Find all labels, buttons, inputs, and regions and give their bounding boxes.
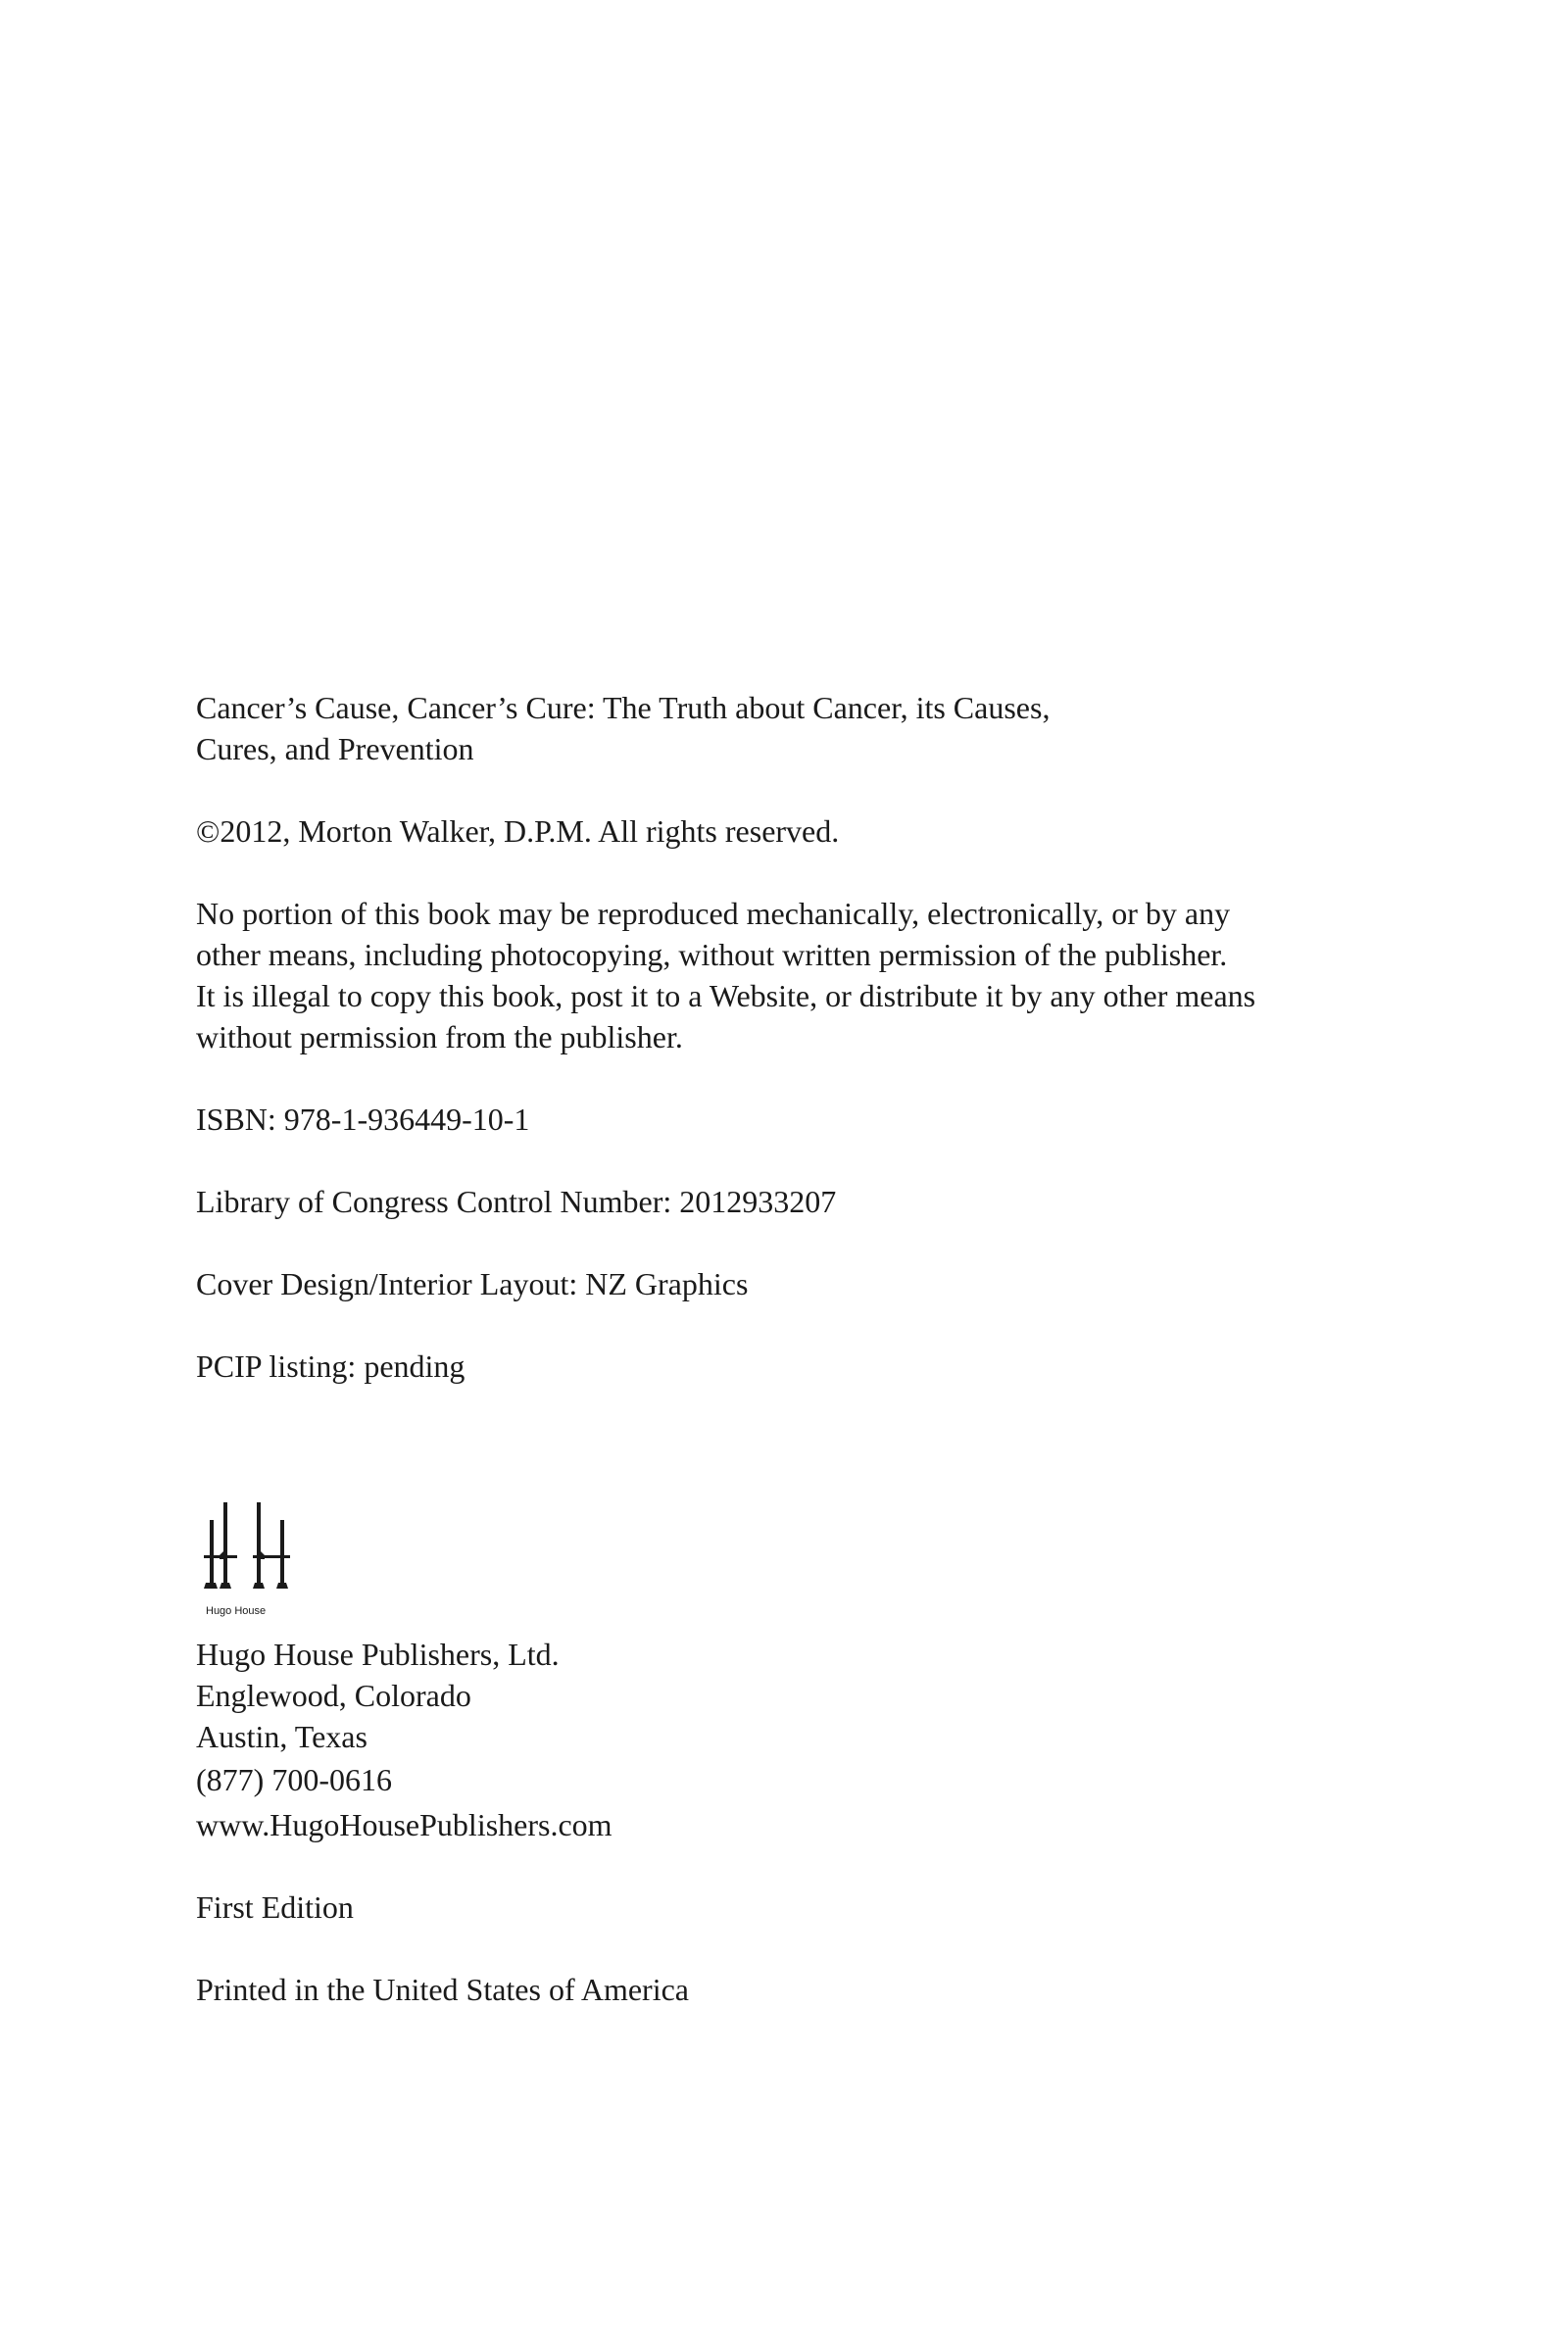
copyright-notice bbox=[196, 810, 1411, 852]
publisher-name: Hugo House Publishers, Ltd. bbox=[196, 1637, 560, 1672]
rights-notice-line-3: It is illegal to copy this book, post it to a Website, or distribute it by any other means bbox=[196, 978, 1256, 1013]
publisher-phone bbox=[196, 1759, 1411, 1800]
book-title-line-2: Cures, and Prevention bbox=[196, 731, 474, 766]
book-title-line-1: Cancer’s Cause, Cancer’s Cure: The Truth about Cancer, its Causes, bbox=[196, 690, 1051, 725]
lccn bbox=[196, 1181, 1411, 1222]
edition-text: First Edition bbox=[196, 1889, 354, 1925]
copyright-text: ©2012, Morton Walker, D.P.M. All rights reserved. bbox=[196, 813, 840, 849]
isbn-text: ISBN: 978-1-936449-10-1 bbox=[196, 1102, 530, 1137]
publisher-phone-text: (877) 700-0616 bbox=[196, 1762, 392, 1797]
cover-design-text: Cover Design/Interior Layout: NZ Graphics bbox=[196, 1266, 749, 1301]
publisher-city-2: Austin, Texas bbox=[196, 1719, 368, 1754]
rights-notice-line-4: without permission from the publisher. bbox=[196, 1019, 683, 1054]
hugo-house-logo bbox=[196, 1494, 304, 1622]
hugo-house-logo-text: Hugo House bbox=[206, 1605, 267, 1617]
rights-notice bbox=[196, 893, 1411, 1057]
printed-in-text: Printed in the United States of America bbox=[196, 1972, 689, 2007]
pcip-listing bbox=[196, 1346, 1411, 1387]
pcip-text: PCIP listing: pending bbox=[196, 1348, 466, 1384]
hugo-house-logo-icon bbox=[196, 1494, 304, 1602]
printed-in bbox=[196, 1969, 1411, 2010]
publisher-address bbox=[196, 1634, 1411, 1757]
lccn-text: Library of Congress Control Number: 2012933207 bbox=[196, 1184, 837, 1219]
rights-notice-line-2: other means, including photocopying, without written permission of the publisher. bbox=[196, 937, 1228, 972]
rights-notice-line-1: No portion of this book may be reproduced mechanically, electronically, or by any bbox=[196, 896, 1231, 931]
edition bbox=[196, 1886, 1411, 1928]
cover-design-credit bbox=[196, 1263, 1411, 1304]
publisher-city-1: Englewood, Colorado bbox=[196, 1678, 471, 1713]
book-title bbox=[196, 687, 1411, 769]
isbn bbox=[196, 1099, 1411, 1140]
publisher-website-text: www.HugoHousePublishers.com bbox=[196, 1807, 612, 1842]
publisher-website bbox=[196, 1804, 1411, 1845]
